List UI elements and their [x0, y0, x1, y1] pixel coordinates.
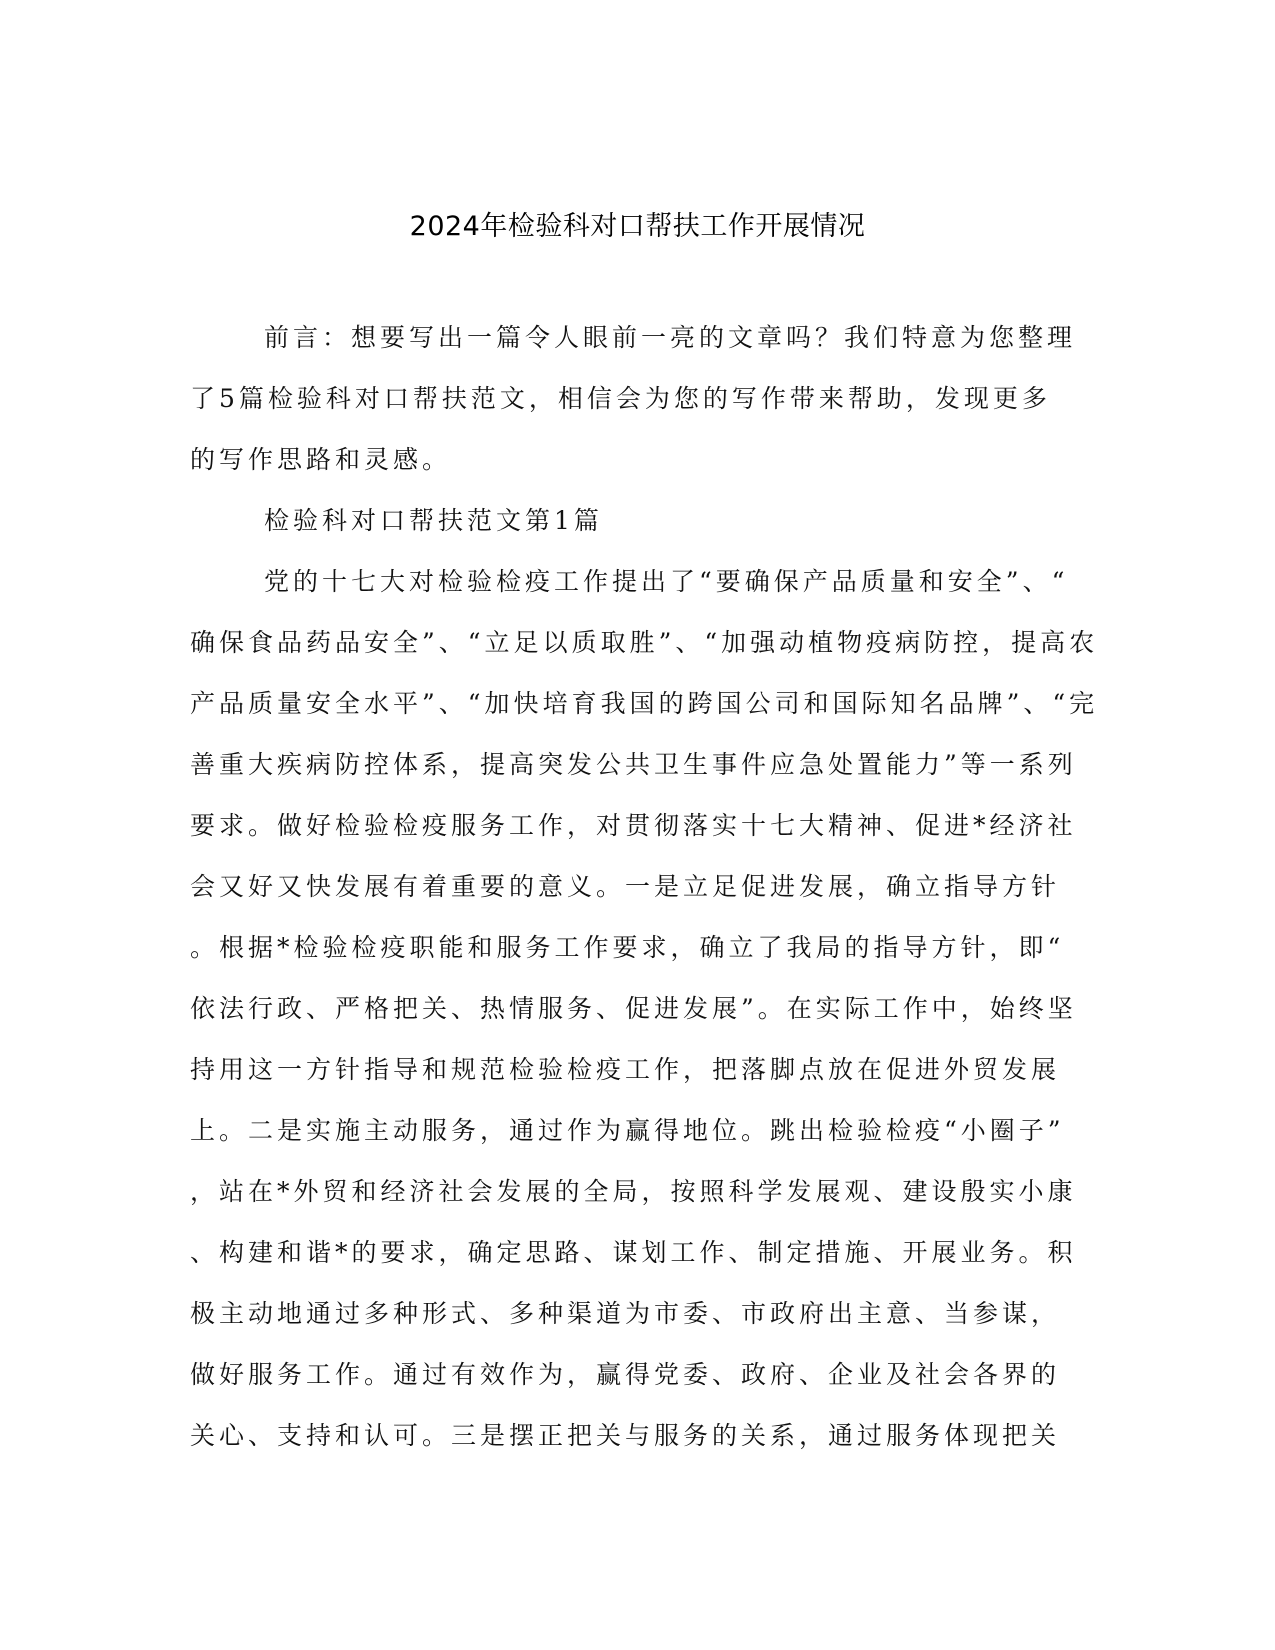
paragraph-line: 确保食品药品安全”、“立足以质取胜”、“加强动植物疫病防控，提高农 [190, 628, 1099, 657]
paragraph-line: 持用这一方针指导和规范检验检疫工作，把落脚点放在促进外贸发展 [190, 1055, 1061, 1084]
paragraph-line: 的写作思路和灵感。 [190, 445, 452, 474]
document-body [190, 307, 1099, 1466]
paragraph-line: 善重大疾病防控体系，提高突发公共卫生事件应急处置能力”等一系列 [190, 750, 1077, 779]
paragraph-line: 前言：想要写出一篇令人眼前一亮的文章吗？我们特意为您整理 [264, 323, 1077, 352]
paragraph-line: 。根据*检验检疫职能和服务工作要求，确立了我局的指导方针，即“ [190, 933, 1065, 962]
paragraph-line: 产品质量安全水平”、“加快培育我国的跨国公司和国际知名品牌”、“完 [190, 689, 1099, 718]
paragraph-line: 党的十七大对检验检疫工作提出了“要确保产品质量和安全”、“ [264, 567, 1069, 596]
section-heading: 检验科对口帮扶范文第1篇 [264, 506, 603, 535]
paragraph-line: 了5篇检验科对口帮扶范文，相信会为您的写作带来帮助，发现更多 [190, 384, 1051, 413]
paragraph-line: 做好服务工作。通过有效作为，赢得党委、政府、企业及社会各界的 [190, 1360, 1061, 1389]
paragraph-line: 依法行政、严格把关、热情服务、促进发展”。在实际工作中，始终坚 [190, 994, 1077, 1023]
paragraph-line: 极主动地通过多种形式、多种渠道为市委、市政府出主意、当参谋， [190, 1299, 1061, 1328]
document-title: 2024年检验科对口帮扶工作开展情况 [409, 211, 866, 242]
paragraph-line: ，站在*外贸和经济社会发展的全局，按照科学发展观、建设殷实小康 [190, 1177, 1077, 1206]
paragraph-line: 、构建和谐*的要求，确定思路、谋划工作、制定措施、开展业务。积 [190, 1238, 1077, 1267]
paragraph-line: 要求。做好检验检疫服务工作，对贯彻落实十七大精神、促进*经济社 [190, 811, 1077, 840]
paragraph-line: 上。二是实施主动服务，通过作为赢得地位。跳出检验检疫“小圈子” [190, 1116, 1065, 1145]
paragraph-line: 会又好又快发展有着重要的意义。一是立足促进发展，确立指导方针 [190, 872, 1061, 901]
paragraph-line: 关心、支持和认可。三是摆正把关与服务的关系，通过服务体现把关 [190, 1421, 1061, 1450]
